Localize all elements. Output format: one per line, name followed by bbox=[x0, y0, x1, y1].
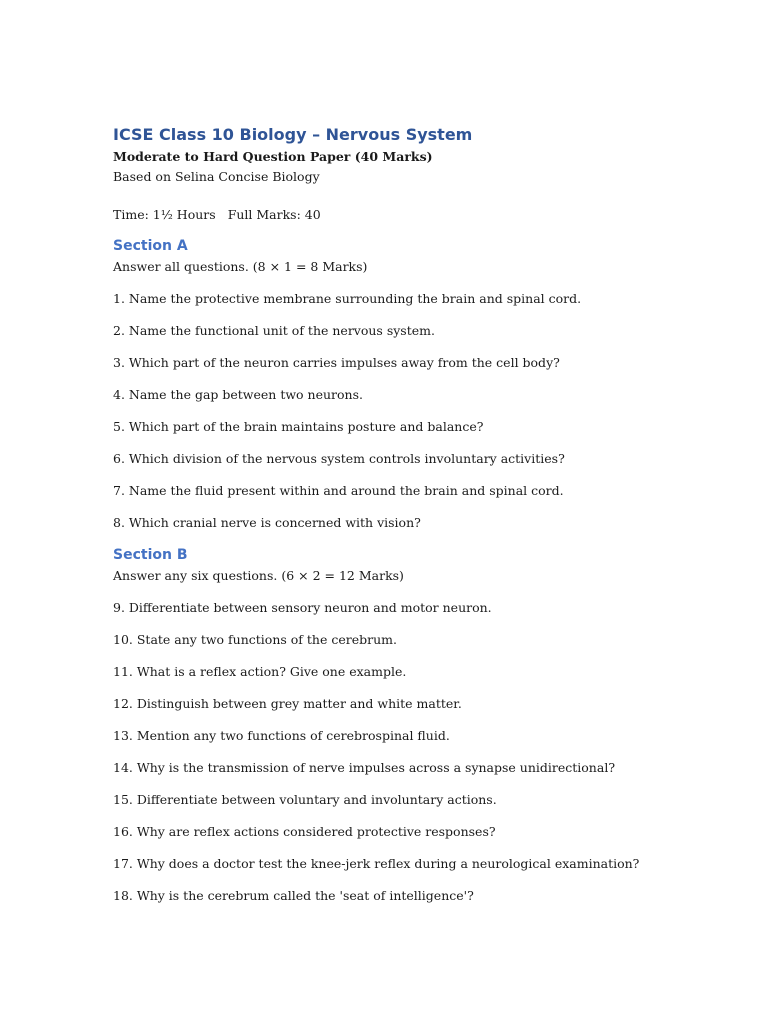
question-15: 15. Differentiate between voluntary and involuntary actions. bbox=[113, 792, 497, 807]
paper-subtitle: Moderate to Hard Question Paper (40 Marks) bbox=[113, 149, 433, 164]
time-allowed: Time: 1½ Hours bbox=[113, 207, 216, 222]
question-12: 12. Distinguish between grey matter and white matter. bbox=[113, 696, 462, 711]
paper-basis: Based on Selina Concise Biology bbox=[113, 169, 320, 184]
question-14: 14. Why is the transmission of nerve impulses across a synapse unidirectional? bbox=[113, 760, 616, 775]
question-9: 9. Differentiate between sensory neuron and motor neuron. bbox=[113, 600, 492, 615]
document-content bbox=[113, 124, 713, 905]
question-7: 7. Name the fluid present within and around the brain and spinal cord. bbox=[113, 483, 564, 498]
section-b-heading: Section B bbox=[113, 547, 188, 563]
question-10: 10. State any two functions of the cerebrum. bbox=[113, 632, 397, 647]
section-b-instruction: Answer any six questions. (6 × 2 = 12 Marks) bbox=[113, 568, 404, 583]
question-3: 3. Which part of the neuron carries impulses away from the cell body? bbox=[113, 355, 560, 370]
question-13: 13. Mention any two functions of cerebrospinal fluid. bbox=[113, 728, 450, 743]
section-a-heading: Section A bbox=[113, 238, 188, 254]
full-marks: Full Marks: 40 bbox=[227, 207, 321, 222]
question-16: 16. Why are reflex actions considered protective responses? bbox=[113, 824, 496, 839]
question-4: 4. Name the gap between two neurons. bbox=[113, 387, 363, 402]
question-1: 1. Name the protective membrane surrounding the brain and spinal cord. bbox=[113, 291, 582, 306]
question-17: 17. Why does a doctor test the knee-jerk reflex during a neurological examination? bbox=[113, 856, 640, 871]
question-5: 5. Which part of the brain maintains posture and balance? bbox=[113, 419, 484, 434]
question-2: 2. Name the functional unit of the nervous system. bbox=[113, 323, 435, 338]
page-title: ICSE Class 10 Biology – Nervous System bbox=[113, 125, 473, 144]
question-8: 8. Which cranial nerve is concerned with vision? bbox=[113, 515, 421, 530]
question-18: 18. Why is the cerebrum called the 'seat of intelligence'? bbox=[113, 888, 474, 903]
question-6: 6. Which division of the nervous system controls involuntary activities? bbox=[113, 451, 565, 466]
section-a-questions bbox=[113, 289, 713, 532]
time-marks-line bbox=[113, 205, 713, 224]
section-a-instruction: Answer all questions. (8 × 1 = 8 Marks) bbox=[113, 259, 368, 274]
question-11: 11. What is a reflex action? Give one example. bbox=[113, 664, 407, 679]
section-b-questions bbox=[113, 598, 713, 905]
